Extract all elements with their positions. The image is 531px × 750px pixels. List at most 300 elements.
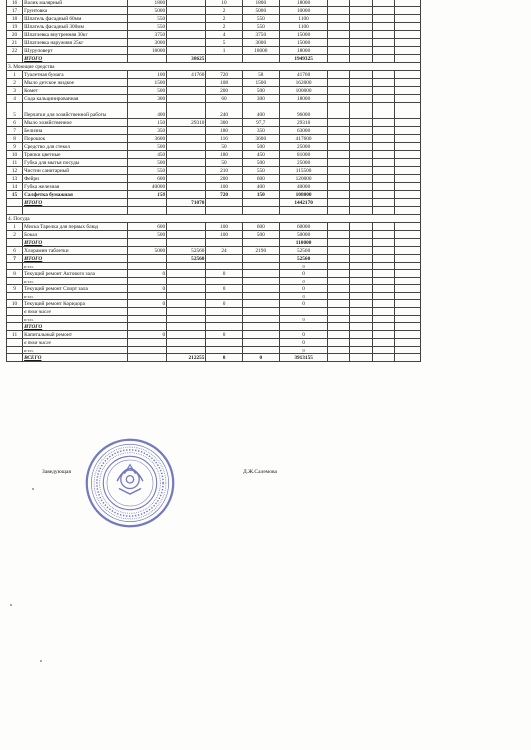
row-number: 6: [7, 247, 23, 255]
subtotal-cell: [167, 175, 206, 183]
empty-cell: [350, 159, 372, 167]
signature-label: Заведующая: [42, 469, 71, 475]
subtotal-cell: [167, 159, 206, 167]
table-row: [7, 159, 421, 167]
item-name: и т.п.: [23, 293, 128, 300]
empty-cell: [350, 316, 372, 323]
price-cell: [127, 55, 166, 63]
subtotal-cell: 52560: [167, 255, 206, 263]
subtotal-cell: [167, 47, 206, 55]
empty-cell: [394, 119, 420, 127]
quantity-cell: [206, 323, 242, 331]
row-number: [7, 339, 23, 347]
price-cell: 150: [127, 191, 166, 199]
row-number: [7, 323, 23, 331]
empty-cell: [350, 119, 372, 127]
empty-cell: [328, 175, 350, 183]
table-row: [7, 103, 421, 119]
total-row: [7, 239, 421, 247]
unit-price-cell: 500: [242, 87, 279, 95]
empty-cell: [394, 191, 420, 199]
price-cell: 3750: [127, 31, 166, 39]
item-name: Мыло детское жидкое: [23, 79, 128, 87]
row-number: [7, 263, 23, 270]
empty-cell: [350, 55, 372, 63]
unit-price-cell: [242, 263, 279, 270]
table-row: [7, 339, 421, 347]
empty-cell: [394, 300, 420, 308]
unit-price-cell: [242, 308, 279, 316]
empty-cell: [394, 239, 420, 247]
amount-cell: 417600: [279, 135, 327, 143]
item-name: Хлорамин таблетки: [23, 247, 128, 255]
item-name: Комет: [23, 87, 128, 95]
empty-cell: [394, 347, 420, 354]
empty-cell: [350, 183, 372, 191]
subtotal-cell: [167, 183, 206, 191]
empty-cell: [328, 285, 350, 293]
amount-cell: 100000: [279, 87, 327, 95]
empty-cell: [350, 247, 372, 255]
empty-cell: [372, 354, 394, 362]
total-row: [7, 323, 421, 331]
empty-cell: [350, 263, 372, 270]
empty-cell: [372, 87, 394, 95]
item-name: Шпатлевка внутренняя 30кг: [23, 31, 128, 39]
quantity-cell: 24: [206, 247, 242, 255]
empty-cell: [394, 15, 420, 23]
empty-cell: [350, 7, 372, 15]
amount-cell: 0: [279, 278, 327, 285]
empty-cell: [394, 331, 420, 339]
table-row: [7, 7, 421, 15]
empty-cell: [372, 331, 394, 339]
amount-cell: 52560: [279, 247, 327, 255]
amount-cell: 3913155: [279, 354, 327, 362]
price-cell: 40000: [127, 183, 166, 191]
empty-cell: [328, 323, 350, 331]
quantity-cell: 50: [206, 159, 242, 167]
empty-cell: [328, 316, 350, 323]
row-number: 6: [7, 119, 23, 127]
quantity-cell: [206, 308, 242, 316]
amount-cell: 1100: [279, 15, 327, 23]
unit-price-cell: 150: [242, 191, 279, 199]
empty-cell: [350, 135, 372, 143]
unit-price-cell: [242, 316, 279, 323]
price-cell: 100: [127, 71, 166, 79]
empty-cell: [394, 247, 420, 255]
quantity-cell: 2: [206, 15, 242, 23]
empty-cell: [350, 71, 372, 79]
empty-cell: [394, 103, 420, 119]
table-row: [7, 87, 421, 95]
row-number: 8: [7, 270, 23, 278]
empty-cell: [328, 191, 350, 199]
row-number: 12: [7, 167, 23, 175]
empty-cell: [328, 39, 350, 47]
empty-cell: [372, 119, 394, 127]
table-row: [7, 316, 421, 323]
empty-cell: [328, 278, 350, 285]
empty-cell: [394, 31, 420, 39]
table-row: [7, 183, 421, 191]
table-row: [7, 308, 421, 316]
row-number: [7, 354, 23, 362]
row-number: 7: [7, 255, 23, 263]
row-number: 10: [7, 151, 23, 159]
item-name: Тряпки цветные: [23, 151, 128, 159]
empty-cell: [350, 270, 372, 278]
table-row: [7, 231, 421, 239]
subtotal-cell: [167, 127, 206, 135]
subtotal-cell: [167, 79, 206, 87]
item-name: Мыло хозяйственное: [23, 119, 128, 127]
price-cell: 550: [127, 23, 166, 31]
subtotal-cell: [167, 270, 206, 278]
subtotal-cell: [167, 103, 206, 119]
subtotal-cell: [167, 223, 206, 231]
empty-cell: [394, 223, 420, 231]
subtotal-cell: [167, 293, 206, 300]
row-number: 10: [7, 300, 23, 308]
empty-cell: [394, 285, 420, 293]
official-stamp: [84, 437, 176, 529]
table-row: [7, 23, 421, 31]
item-name: Текущий ремонт Спорт зала: [23, 285, 128, 293]
unit-price-cell: [242, 255, 279, 263]
table-row: [7, 191, 421, 199]
empty-cell: [372, 339, 394, 347]
empty-cell: [394, 79, 420, 87]
empty-cell: [350, 199, 372, 207]
table-row: [7, 143, 421, 151]
row-number: 15: [7, 191, 23, 199]
unit-price-cell: 300: [242, 95, 279, 103]
price-cell: 550: [127, 167, 166, 175]
item-name: Грунтовка: [23, 7, 128, 15]
price-cell: [127, 255, 166, 263]
quantity-cell: 720: [206, 71, 242, 79]
unit-price-cell: 500: [242, 159, 279, 167]
page-speck: [10, 604, 12, 606]
section-title: 3. Моющие средства: [7, 63, 421, 71]
unit-price-cell: [242, 239, 279, 247]
quantity-cell: 1: [206, 47, 242, 55]
empty-cell: [372, 239, 394, 247]
empty-cell: [23, 207, 128, 215]
subtotal-cell: [167, 316, 206, 323]
empty-cell: [328, 293, 350, 300]
empty-cell: [328, 23, 350, 31]
empty-cell: [328, 354, 350, 362]
quantity-cell: 180: [206, 127, 242, 135]
row-number: 8: [7, 135, 23, 143]
empty-cell: [350, 331, 372, 339]
empty-cell: [372, 316, 394, 323]
quantity-cell: 0: [206, 331, 242, 339]
table-row: [7, 167, 421, 175]
unit-price-cell: 97,7: [242, 119, 279, 127]
unit-price-cell: 600: [242, 223, 279, 231]
item-name: Салфетка бумажная: [23, 191, 128, 199]
quantity-cell: 0: [206, 354, 242, 362]
price-cell: [127, 199, 166, 207]
subtotal-cell: 41760: [167, 71, 206, 79]
item-name: Шпатель фасадный 300мм: [23, 23, 128, 31]
row-number: 11: [7, 331, 23, 339]
item-name: ИТОГО: [23, 199, 128, 207]
subtotal-cell: [167, 167, 206, 175]
empty-cell: [7, 207, 23, 215]
empty-cell: [328, 71, 350, 79]
amount-cell: [279, 308, 327, 316]
empty-cell: [350, 239, 372, 247]
price-cell: 18000: [127, 47, 166, 55]
empty-cell: [328, 331, 350, 339]
amount-cell: 41760: [279, 71, 327, 79]
empty-cell: [372, 151, 394, 159]
subtotal-cell: [167, 39, 206, 47]
unit-price-cell: 550: [242, 23, 279, 31]
row-number: [7, 293, 23, 300]
unit-price-cell: [242, 285, 279, 293]
empty-cell: [167, 207, 206, 215]
empty-cell: [328, 239, 350, 247]
item-name: и т.п.: [23, 263, 128, 270]
subtotal-cell: [167, 239, 206, 247]
quantity-cell: [206, 199, 242, 207]
empty-cell: [350, 87, 372, 95]
empty-cell: [350, 339, 372, 347]
table-row: [7, 15, 421, 23]
quantity-cell: 50: [206, 143, 242, 151]
total-row: [7, 255, 421, 263]
empty-cell: [206, 207, 242, 215]
empty-cell: [350, 15, 372, 23]
amount-cell: 162000: [279, 79, 327, 87]
row-number: [7, 55, 23, 63]
item-name: и т.п.: [23, 278, 128, 285]
quantity-cell: [206, 239, 242, 247]
subtotal-cell: 212255: [167, 354, 206, 362]
unit-price-cell: [242, 347, 279, 354]
empty-cell: [394, 7, 420, 15]
empty-cell: [328, 55, 350, 63]
empty-cell: [372, 23, 394, 31]
item-name: Миска Тарелка для первых блюд: [23, 223, 128, 231]
row-number: 11: [7, 159, 23, 167]
empty-cell: [372, 300, 394, 308]
empty-cell: [372, 39, 394, 47]
price-cell: [127, 308, 166, 316]
empty-cell: [350, 285, 372, 293]
amount-cell: 25000: [279, 159, 327, 167]
empty-cell: [328, 270, 350, 278]
quantity-cell: 300: [206, 119, 242, 127]
empty-cell: [350, 143, 372, 151]
empty-cell: [372, 159, 394, 167]
amount-cell: 120000: [279, 175, 327, 183]
quantity-cell: 200: [206, 175, 242, 183]
amount-cell: 115500: [279, 167, 327, 175]
price-cell: 350: [127, 127, 166, 135]
price-cell: 3000: [127, 39, 166, 47]
item-name: Капитальный ремонт: [23, 331, 128, 339]
empty-cell: [372, 31, 394, 39]
empty-cell: [328, 207, 350, 215]
amount-cell: 50000: [279, 231, 327, 239]
table-row: [7, 79, 421, 87]
quantity-cell: [206, 339, 242, 347]
empty-cell: [394, 231, 420, 239]
row-number: 4: [7, 95, 23, 103]
amount-cell: 40000: [279, 183, 327, 191]
amount-cell: 96000: [279, 103, 327, 119]
unit-price-cell: 400: [242, 103, 279, 119]
row-number: 7: [7, 127, 23, 135]
item-name: Шпатлевка наружняя 25кг: [23, 39, 128, 47]
amount-cell: 0: [279, 300, 327, 308]
subtotal-cell: 71070: [167, 199, 206, 207]
unit-price-cell: 3000: [242, 39, 279, 47]
subtotal-cell: [167, 231, 206, 239]
subtotal-cell: [167, 278, 206, 285]
empty-cell: [350, 300, 372, 308]
subtotal-cell: 52560: [167, 247, 206, 255]
price-cell: 450: [127, 151, 166, 159]
unit-price-cell: 5000: [242, 7, 279, 15]
empty-cell: [372, 207, 394, 215]
table-row: [7, 207, 421, 215]
empty-cell: [350, 323, 372, 331]
amount-cell: 29310: [279, 119, 327, 127]
empty-cell: [372, 285, 394, 293]
empty-cell: [328, 159, 350, 167]
quantity-cell: 0: [206, 300, 242, 308]
item-name: Шуруповерт: [23, 47, 128, 55]
empty-cell: [350, 175, 372, 183]
row-number: [7, 239, 23, 247]
empty-cell: [372, 247, 394, 255]
unit-price-cell: [242, 55, 279, 63]
row-number: 14: [7, 183, 23, 191]
quantity-cell: 240: [206, 103, 242, 119]
amount-cell: 25000: [279, 143, 327, 151]
empty-cell: [350, 278, 372, 285]
subtotal-cell: [167, 15, 206, 23]
item-name: ИТОГО: [23, 55, 128, 63]
item-name: ИТОГО: [23, 239, 128, 247]
quantity-cell: 100: [206, 223, 242, 231]
price-cell: 400: [127, 103, 166, 119]
table-row: [7, 285, 421, 293]
empty-cell: [372, 175, 394, 183]
item-name: ВСЕГО: [23, 354, 128, 362]
unit-price-cell: [242, 199, 279, 207]
row-number: 9: [7, 285, 23, 293]
item-name: Шпатель фасадный 60мм: [23, 15, 128, 23]
unit-price-cell: 0: [242, 354, 279, 362]
subtotal-cell: [167, 151, 206, 159]
row-number: [7, 347, 23, 354]
empty-cell: [328, 15, 350, 23]
empty-cell: [328, 95, 350, 103]
unit-price-cell: [242, 339, 279, 347]
subtotal-cell: [167, 31, 206, 39]
empty-cell: [372, 183, 394, 191]
price-cell: 500: [127, 231, 166, 239]
empty-cell: [328, 183, 350, 191]
quantity-cell: 720: [206, 191, 242, 199]
table-row: [7, 270, 421, 278]
empty-cell: [372, 263, 394, 270]
price-cell: 0: [127, 331, 166, 339]
item-name: Текущий ремонт Коридора: [23, 300, 128, 308]
total-row: [7, 354, 421, 362]
empty-cell: [394, 39, 420, 47]
empty-cell: [328, 31, 350, 39]
amount-cell: 0: [279, 293, 327, 300]
item-name: и т.п.: [23, 347, 128, 354]
empty-cell: [372, 323, 394, 331]
empty-cell: [372, 55, 394, 63]
empty-cell: [350, 79, 372, 87]
empty-cell: [394, 95, 420, 103]
empty-cell: [372, 255, 394, 263]
quantity-cell: 100: [206, 231, 242, 239]
amount-cell: 63000: [279, 127, 327, 135]
table-row: [7, 175, 421, 183]
empty-cell: [394, 87, 420, 95]
amount-cell: 1949325: [279, 55, 327, 63]
item-name: в том числе: [23, 339, 128, 347]
row-number: 19: [7, 23, 23, 31]
unit-price-cell: [242, 278, 279, 285]
table-row: [7, 135, 421, 143]
amount-cell: 0: [279, 285, 327, 293]
item-name: Порошок: [23, 135, 128, 143]
unit-price-cell: [242, 293, 279, 300]
budget-table: [6, 0, 421, 362]
quantity-cell: 108: [206, 79, 242, 87]
amount-cell: 0: [279, 263, 327, 270]
unit-price-cell: 1500: [242, 79, 279, 87]
price-cell: [127, 239, 166, 247]
empty-cell: [350, 103, 372, 119]
empty-cell: [394, 23, 420, 31]
price-cell: [127, 278, 166, 285]
empty-cell: [350, 223, 372, 231]
price-cell: 0: [127, 285, 166, 293]
empty-cell: [394, 127, 420, 135]
item-name: Губка для мытья посуды: [23, 159, 128, 167]
empty-cell: [394, 71, 420, 79]
table-row: [7, 31, 421, 39]
table-row: [7, 223, 421, 231]
empty-cell: [372, 47, 394, 55]
item-name: Фейри: [23, 175, 128, 183]
amount-cell: 110000: [279, 239, 327, 247]
empty-cell: [328, 199, 350, 207]
table-row: [7, 278, 421, 285]
empty-cell: [328, 223, 350, 231]
empty-cell: [394, 278, 420, 285]
subtotal-cell: [167, 135, 206, 143]
item-name: ИТОГО: [23, 323, 128, 331]
amount-cell: 18000: [279, 47, 327, 55]
quantity-cell: [206, 278, 242, 285]
